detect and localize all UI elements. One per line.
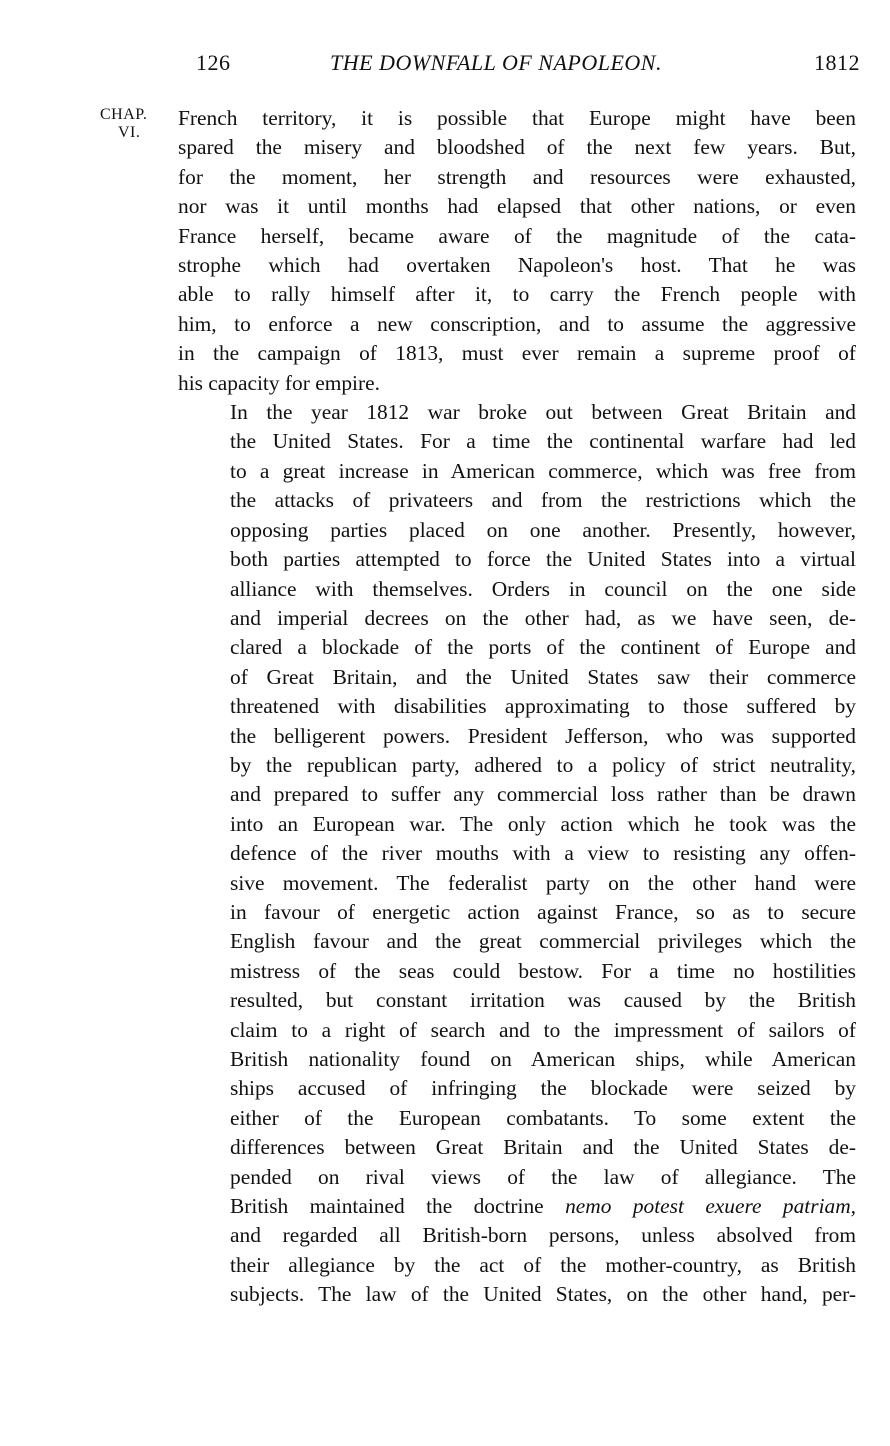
text-line: in favour of energetic action against France, so as to secure [230, 899, 856, 924]
text-line: the United States. For a time the continental warfare had led [230, 429, 856, 454]
text-line: French territory, it is possible that Europe might have been [178, 106, 856, 130]
latin-phrase: nemo potest exuere patriam, [565, 1194, 856, 1219]
text-line: defence of the river mouths with a view to resisting any offen- [230, 841, 856, 866]
text-line: the belligerent powers. President Jefferson, who was supported [230, 723, 856, 748]
text-line: of Great Britain, and the United States saw their commerce [230, 664, 856, 689]
paragraph-1 [178, 104, 856, 398]
text-line: able to rally himself after it, to carry the French people with [178, 282, 856, 307]
text-line: clared a blockade of the ports of the continent of Europe and [230, 635, 856, 660]
text-line: In the year 1812 war broke out between Great Britain and [230, 400, 856, 425]
text-line: resulted, but constant irritation was caused by the British [230, 988, 856, 1013]
text-line: sive movement. The federalist party on the other hand were [230, 870, 856, 895]
text-line: spared the misery and bloodshed of the next few years. But, [178, 135, 856, 160]
text-line: and regarded all British-born persons, unless absolved from [230, 1223, 856, 1248]
text-line: by the republican party, adhered to a policy of strict neutrality, [230, 752, 856, 777]
text-line-latin [178, 1192, 856, 1221]
text-line: subjects. The law of the United States, on the other hand, per- [230, 1282, 856, 1307]
text-line: the attacks of privateers and from the restrictions which the [230, 488, 856, 513]
text-line: either of the European combatants. To some extent the [230, 1105, 856, 1130]
text-line: both parties attempted to force the United States into a virtual [230, 547, 856, 572]
body-text [178, 104, 856, 1310]
text-line: and imperial decrees on the other had, as we have seen, de- [230, 605, 856, 630]
line-text: British maintained the doctrine [230, 1194, 566, 1219]
text-line: him, to enforce a new conscription, and to assume the aggressive [178, 311, 856, 336]
running-header [0, 50, 890, 84]
paragraph-2 [178, 398, 856, 1310]
page-number: 126 [196, 50, 231, 75]
text-line: alliance with themselves. Orders in council on the one side [230, 576, 856, 601]
text-line: their allegiance by the act of the mother-country, as British [230, 1252, 856, 1277]
running-year: 1812 [814, 50, 860, 75]
running-title: THE DOWNFALL OF NAPOLEON. [330, 50, 662, 75]
text-line: threatened with disabilities approximating to those suffered by [230, 694, 856, 719]
text-line: claim to a right of search and to the impressment of sailors of [230, 1017, 856, 1042]
chapter-marginal-note [100, 106, 180, 142]
text-line: into an European war. The only action which he took was the [230, 811, 856, 836]
text-line: nor was it until months had elapsed that other nations, or even [178, 194, 856, 219]
text-line: ships accused of infringing the blockade were seized by [230, 1076, 856, 1101]
text-line: for the moment, her strength and resources were exhausted, [178, 164, 856, 189]
chap-number: VI. [118, 124, 141, 141]
text-line: British nationality found on American ships, while American [230, 1047, 856, 1071]
text-line: differences between Great Britain and the United States de- [230, 1135, 856, 1160]
chap-label: CHAP. [100, 106, 148, 123]
text-line: strophe which had overtaken Napoleon's host. That he was [178, 253, 856, 278]
text-line: opposing parties placed on one another. Presently, however, [230, 517, 856, 542]
text-line: pended on rival views of the law of allegiance. The [230, 1164, 856, 1189]
text-line: and prepared to suffer any commercial loss rather than be drawn [230, 782, 856, 807]
text-line: his capacity for empire. [178, 370, 380, 395]
text-line: France herself, became aware of the magnitude of the cata- [178, 223, 856, 248]
text-line: mistress of the seas could bestow. For a time no hostilities [230, 958, 856, 983]
text-line: English favour and the great commercial privileges which the [230, 929, 856, 954]
text-line: in the campaign of 1813, must ever remain a supreme proof of [178, 341, 856, 366]
text-line: to a great increase in American commerce, which was free from [230, 458, 856, 483]
